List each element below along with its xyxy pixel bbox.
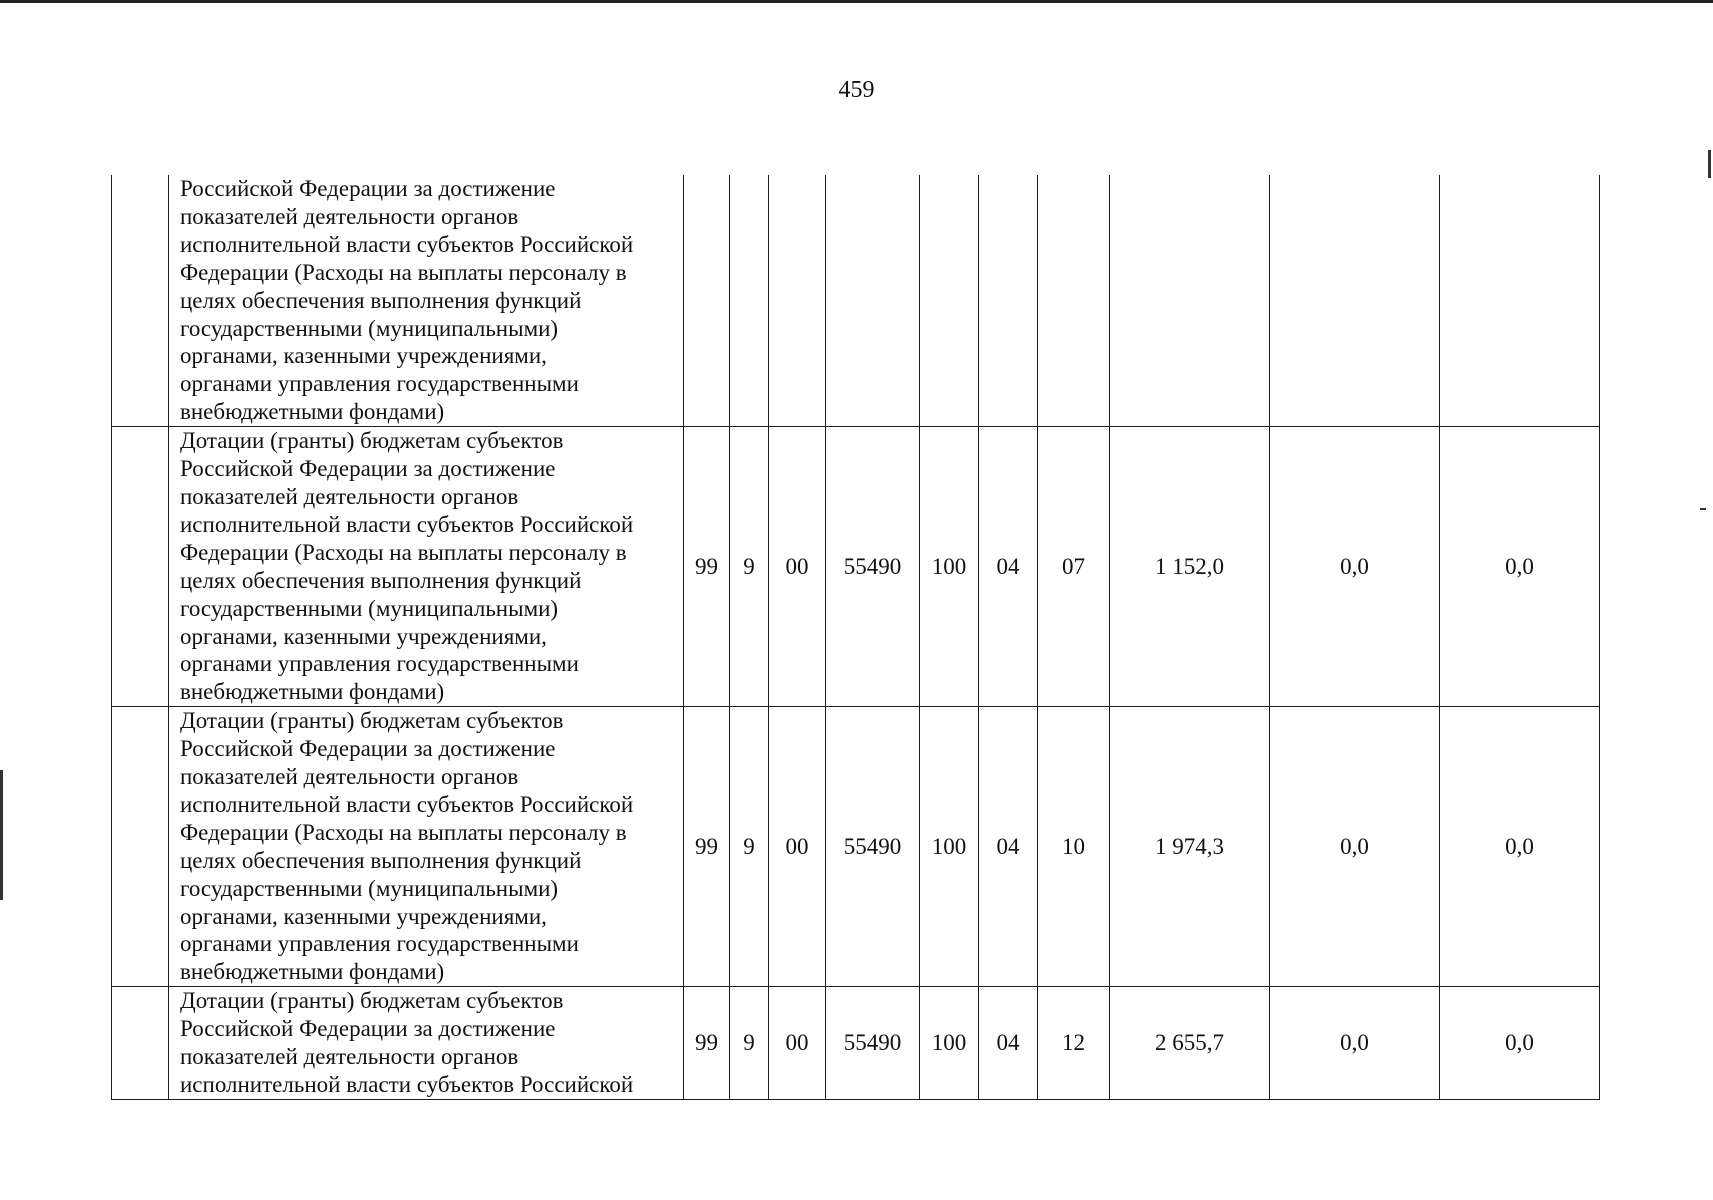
- subsection-cell: 07: [1038, 427, 1110, 707]
- description-line: Российской Федерации за достижение: [180, 1016, 556, 1042]
- description-line: государственными (муниципальными): [180, 875, 559, 901]
- amount-year2-cell: [1270, 175, 1440, 427]
- table-row: [112, 427, 1600, 707]
- amount-year2-cell: 0,0: [1270, 707, 1440, 987]
- description-line: целях обеспечения выполнения функций: [180, 567, 582, 593]
- description-line: органами управления государственными: [180, 931, 579, 957]
- subprogram-code-cell: [730, 175, 769, 427]
- scan-edge-mark: [1700, 508, 1706, 510]
- subprogram-code-cell: 9: [730, 427, 769, 707]
- description-line: Российской Федерации за достижение: [180, 176, 556, 201]
- description-line: внебюджетными фондами): [180, 679, 445, 705]
- description-line: целях обеспечения выполнения функций: [180, 847, 582, 873]
- description-line: внебюджетными фондами): [180, 959, 445, 985]
- direction-code-cell: 00: [769, 987, 826, 1100]
- description-line: целях обеспечения выполнения функций: [180, 287, 582, 313]
- subprogram-code-cell: 9: [730, 707, 769, 987]
- program-code-cell: 99: [684, 707, 730, 987]
- expense-type-cell: 100: [920, 707, 979, 987]
- description-cell: [169, 175, 684, 427]
- description-line: органами, казенными учреждениями,: [180, 623, 547, 649]
- expense-type-cell: 100: [920, 987, 979, 1100]
- description-line: органами, казенными учреждениями,: [180, 903, 547, 929]
- program-code-cell: [684, 175, 730, 427]
- program-code-cell: 99: [684, 427, 730, 707]
- section-cell: 04: [979, 707, 1038, 987]
- direction-code-cell: 00: [769, 707, 826, 987]
- amount-year3-cell: [1440, 175, 1600, 427]
- description-line: исполнительной власти субъектов Российской: [180, 511, 634, 537]
- description-line: органами, казенными учреждениями,: [180, 343, 547, 369]
- description-line: показателей деятельности органов: [180, 1044, 519, 1070]
- expense-code-cell: [826, 175, 920, 427]
- description-line: Российской Федерации за достижение: [180, 736, 556, 762]
- page-number: 459: [838, 77, 875, 103]
- section-cell: 04: [979, 987, 1038, 1100]
- amount-year2-cell: 0,0: [1270, 987, 1440, 1100]
- amount-year1-cell: 1 152,0: [1110, 427, 1270, 707]
- description-cell: [169, 427, 684, 707]
- description-line: исполнительной власти субъектов Российской: [180, 1072, 634, 1097]
- description-line: Федерации (Расходы на выплаты персоналу в: [180, 819, 627, 845]
- description-line: Дотации (гранты) бюджетам субъектов: [180, 988, 564, 1014]
- amount-year1-cell: 2 655,7: [1110, 987, 1270, 1100]
- top-scan-border: [0, 0, 1713, 3]
- expense-code-cell: 55490: [826, 707, 920, 987]
- subsection-cell: [1038, 175, 1110, 427]
- description-line: Российской Федерации за достижение: [180, 456, 556, 482]
- row-number-cell: [112, 175, 169, 427]
- amount-year3-cell: 0,0: [1440, 707, 1600, 987]
- expense-type-cell: [920, 175, 979, 427]
- description-line: исполнительной власти субъектов Российской: [180, 791, 634, 817]
- description-line: органами управления государственными: [180, 651, 579, 677]
- scan-edge-mark: [0, 770, 3, 900]
- row-number-cell: [112, 987, 169, 1100]
- description-cell: [169, 707, 684, 987]
- description-line: показателей деятельности органов: [180, 764, 519, 790]
- amount-year1-cell: 1 974,3: [1110, 707, 1270, 987]
- table-row: [112, 175, 1600, 427]
- expense-type-cell: 100: [920, 427, 979, 707]
- amount-year2-cell: 0,0: [1270, 427, 1440, 707]
- row-number-cell: [112, 427, 169, 707]
- description-line: показателей деятельности органов: [180, 483, 519, 509]
- description-line: Федерации (Расходы на выплаты персоналу в: [180, 259, 627, 285]
- description-line: органами управления государственными: [180, 371, 579, 397]
- section-cell: 04: [979, 427, 1038, 707]
- amount-year1-cell: [1110, 175, 1270, 427]
- description-line: внебюджетными фондами): [180, 399, 445, 425]
- expense-code-cell: 55490: [826, 987, 920, 1100]
- description-line: исполнительной власти субъектов Российской: [180, 231, 634, 257]
- section-cell: [979, 175, 1038, 427]
- description-line: Дотации (гранты) бюджетам субъектов: [180, 708, 564, 734]
- row-number-cell: [112, 707, 169, 987]
- description-line: показателей деятельности органов: [180, 203, 519, 229]
- table-row: [112, 987, 1600, 1100]
- subsection-cell: 12: [1038, 987, 1110, 1100]
- budget-allocation-table: [111, 175, 1600, 1100]
- expense-code-cell: 55490: [826, 427, 920, 707]
- description-line: государственными (муниципальными): [180, 315, 559, 341]
- table-body: [112, 175, 1600, 1099]
- description-line: государственными (муниципальными): [180, 595, 559, 621]
- subprogram-code-cell: 9: [730, 987, 769, 1100]
- description-line: Федерации (Расходы на выплаты персоналу в: [180, 539, 627, 565]
- amount-year3-cell: 0,0: [1440, 987, 1600, 1100]
- amount-year3-cell: 0,0: [1440, 427, 1600, 707]
- direction-code-cell: [769, 175, 826, 427]
- scan-edge-mark: [1708, 150, 1711, 178]
- direction-code-cell: 00: [769, 427, 826, 707]
- description-cell: [169, 987, 684, 1100]
- description-line: Дотации (гранты) бюджетам субъектов: [180, 428, 564, 454]
- table-row: [112, 707, 1600, 987]
- program-code-cell: 99: [684, 987, 730, 1100]
- subsection-cell: 10: [1038, 707, 1110, 987]
